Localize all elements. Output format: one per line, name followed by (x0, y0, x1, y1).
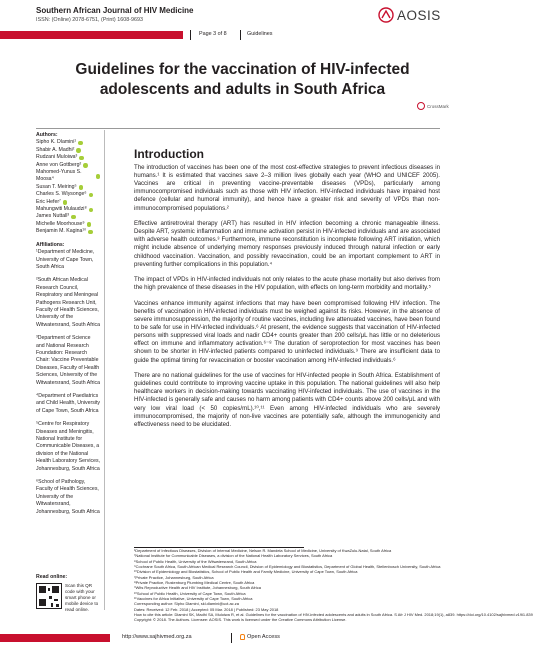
footnote-item: ¹¹Vaccines for Africa Initiative, University of Cape Town, South Africa (134, 596, 253, 602)
orcid-icon[interactable] (63, 200, 68, 205)
affiliation-item: ²South African Medical Research Council, Respiratory and Meningeal Pathogens Research Unit, Faculty of Health Sciences, University of the Witwatersrand, South Africa (36, 277, 101, 328)
crossmark-icon (417, 102, 425, 110)
copyright-note: Copyright: © 2018. The Authors. Licensee: AOSIS. This work is licensed under the Creative Commons Attribution License. (134, 617, 347, 623)
author-item[interactable] (36, 169, 100, 184)
body-paragraph: Vaccines enhance immunity against infections that may have been compromised following HIV infection. The benefits of vaccination in HIV-infected individuals must be weighed against its risks. However, in the absence of severe immunosuppression, the majority of routine vaccines, including live attenuated vaccines, have been found to be safe for use in HIV-infected individuals.⁶ At present, the evidence suggests that vaccination of HIV-infected persons with suppressed viral loads and nadir CD4+ counts greater than 200 cells/μL has little or no deleterious effect on immune and inflammatory activation.⁶⁻⁸ The duration of seroprotection for most vaccines has been shown to be shorter in HIV-infected patients compared to uninfected individuals.⁹ There are insufficient data to guide the optimal timing for revaccination or booster vaccination among HIV-infected individuals.⁶ (134, 299, 440, 364)
author-name: Rudzani Muloiwa³ (36, 154, 78, 161)
footnote-item: ¹⁰School of Public Health, University of Cape Town, South Africa (134, 590, 246, 596)
orcid-icon[interactable] (89, 208, 94, 213)
crossmark-badge[interactable] (417, 102, 449, 110)
journal-url-link[interactable]: http://www.sajhivmed.org.za (122, 634, 192, 640)
author-name: Mahungwiti Mulaudzi⁸ (36, 206, 87, 213)
article-type: Guidelines (247, 31, 273, 37)
body-paragraph: The impact of VPDs in HIV-infected individuals not only relates to the acute phase mortality but also derives from the high prevalence of these diseases in the HIV population, with effects on long-term morbidity and mortality.⁵ (134, 276, 440, 292)
title-rule (36, 128, 440, 129)
orcid-icon[interactable] (71, 215, 76, 220)
footnote-item: ¹Department of Infectious Diseases, Division of Internal Medicine, Nelson R. Mandela School of Medicine, University of KwaZulu-Natal, South Africa (134, 548, 392, 553)
author-item[interactable] (36, 199, 100, 206)
orcid-icon[interactable] (96, 174, 101, 179)
article-title: Guidelines for the vaccination of HIV-infected adolescents and adults in South Africa (75, 61, 410, 98)
aosis-logo-icon (378, 7, 394, 23)
author-name: Susan T. Meiring⁵ (36, 183, 77, 190)
how-to-cite[interactable]: How to cite this article: Dlamini SK, Madhi SA, Muloiwa R, et al. Guidelines for the vaccination of HIV-infected adolescents and adults in South Africa. S Afr J HIV Med. 2018;19(1), a839. https://doi.org/10.4102/sajhivmed.v19i1.839 (134, 612, 533, 618)
page-info-bar (0, 30, 474, 40)
authors-label: Authors: (36, 132, 58, 138)
author-name: Benjamin M. Kagina¹⁰ (36, 228, 87, 235)
page-footer (0, 633, 474, 643)
sidebar (36, 132, 100, 522)
author-name: Anne von Gottberg² (36, 161, 82, 168)
footnote-item: ⁷National Institute for Communicable Diseases, a division of the National Health Laboratory Services, South Africa (134, 553, 333, 559)
author-item[interactable] (36, 206, 100, 213)
journal-issn: ISSN: (Online) 2078-6751, (Print) 1608-9693 (36, 17, 143, 23)
orcid-icon[interactable] (76, 148, 81, 153)
body-paragraph: Effective antiretroviral therapy (ART) has resulted in HIV infection becoming a chronic manageable illness. Despite ART, systemic inflammation and immune activation persist in HIV-infected individuals and are associated with adverse health outcomes.³ Furthermore, immune reconstitution is incomplete following ART initiation, which might include absence of underlying memory responses previously induced through natural infection or early childhood vaccination. Vaccination, and possibly revaccination, could be an important complement to ART in preventing further complications in this population.⁴ (134, 220, 440, 268)
author-item[interactable] (36, 139, 100, 146)
article-dates: Dates: Received: 12 Feb. 2018 | Accepted: 05 Mar. 2018 | Published: 23 May 2018 (134, 606, 279, 612)
author-item[interactable] (36, 154, 100, 161)
open-access-label: Open Access (247, 634, 280, 640)
divider (240, 30, 241, 40)
read-online-text: Scan this QR code with your smart phone or mobile device to read online. (65, 583, 99, 612)
qr-code-icon[interactable] (36, 583, 62, 609)
aosis-logo[interactable] (378, 4, 441, 26)
orcid-icon[interactable] (89, 193, 94, 198)
orcid-icon[interactable] (79, 156, 84, 161)
affiliation-item: ⁵Centre for Respiratory Diseases and Meningitis, National Institute for Communicable Diseases, a division of the National Health Laboratory Services, Johannesburg, South Africa (36, 421, 101, 472)
divider (231, 633, 232, 643)
author-name: Michelle Moorhouse⁹ (36, 220, 85, 227)
body-paragraph: The introduction of vaccines has been one of the most cost-effective strategies to prevent infectious diseases in humans.¹ It is estimated that vaccines save 2–3 million lives globally each year (WHO and UNICEF 2005). Vaccines are critical in preventing vaccine-preventable diseases (VPDs), particularly among immunocompromised individuals such as those with HIV infection. HIV-infected individuals have impaired host defence (cellular and humoral immunity), and hence have a greater risk and severity of VPDs than non-immunocompromised populations.² (134, 164, 440, 212)
corresponding-author[interactable]: Corresponding author: Sipho Dlamini, skl.dlamini@uct.ac.za (134, 601, 239, 607)
author-name: Shabir A. Madhi² (36, 146, 75, 153)
author-item[interactable] (36, 191, 100, 198)
aosis-logo-text: AOSIS (397, 7, 441, 23)
footnote-item: ⁸School of Public Health, University of the Witwatersrand, South Africa (134, 558, 257, 564)
affiliation-item: ⁶School of Pathology, Faculty of Health Sciences, University of the Witwatersrand, Johannesburg, South Africa (36, 479, 100, 515)
author-name: Mahomed-Yunus S. Moosa⁴ (36, 169, 82, 183)
author-item[interactable] (36, 221, 100, 228)
sidebar-divider (104, 130, 105, 610)
author-name: Sipho K. Dlamini¹ (36, 139, 77, 146)
main-body (134, 147, 440, 436)
orcid-icon[interactable] (83, 163, 88, 168)
author-item[interactable] (36, 228, 100, 235)
affiliations-label: Affiliations: (36, 241, 65, 248)
affiliation-item: ⁴Department of Paediatrics and Child Health, University of Cape Town, South Africa (36, 393, 101, 414)
read-online-box (36, 574, 100, 613)
footnote-item: ⁸Private Practice, Rustenburg Plumbing Medical Centre, South Africa (134, 580, 255, 586)
page-number: Page 3 of 8 (199, 31, 227, 37)
section-heading-introduction: Introduction (134, 147, 204, 161)
orcid-icon[interactable] (87, 222, 92, 227)
accent-bar (0, 31, 183, 39)
author-item[interactable] (36, 184, 100, 191)
divider (190, 30, 191, 40)
author-item[interactable] (36, 147, 100, 154)
crossmark-label: CrossMark (427, 103, 449, 109)
footnote-item: ⁷Private Practice, Johannesburg, South Africa (134, 574, 214, 580)
author-name: Charles S. Wiysonge⁶ (36, 191, 87, 198)
read-online-label: Read online: (36, 574, 68, 580)
author-name: Eric Hefer⁷ (36, 198, 61, 205)
author-item[interactable] (36, 213, 100, 220)
footnote-item: ⁹Cochrane South Africa, South African Medical Research Council, Division of Epidemiology and Biostatistics, Department of Global Health, Stellenbosch University, South Africa (134, 564, 441, 570)
body-paragraph: There are no national guidelines for the use of vaccines for HIV-infected people in South Africa. Establishment of guidelines could contribute to improving vaccine uptake in this population. The national guidelines will also help healthcare workers in decision-making towards vaccinating HIV-infected individuals. The use of vaccines in the HIV-infected is generally safe and causes no harm among patients with CD4+ counts above 200 cells/μL and with very low viral load (< 50 copies/mL).¹⁰,¹¹ Even among HIV-infected individuals who are severely immunocompromised, the majority of non-live vaccines are potentially safe, although the immunogenicity and effectiveness need to be elucidated. (134, 372, 440, 428)
orcid-icon[interactable] (78, 141, 83, 146)
affiliation-item: ¹Department of Medicine, University of Cape Town, South Africa (36, 249, 95, 270)
orcid-icon[interactable] (88, 230, 93, 235)
orcid-icon[interactable] (79, 185, 84, 190)
open-access-icon (240, 634, 245, 640)
footnote-item: ¹⁰Division of Epidemiology and Biostatistics, School of Public Health and Family Medicine, University of Cape Town, South Africa (134, 569, 358, 575)
author-item[interactable] (36, 162, 100, 169)
open-access-badge[interactable] (240, 634, 280, 640)
author-list (36, 139, 100, 235)
affiliation-item: ³Department of Science and National Research Foundation: Research Chair: Vaccine Preventable Diseases, Faculty of Health Sciences, University of the Witwatersrand, South Africa (36, 335, 101, 386)
journal-name: Southern African Journal of HIV Medicine (36, 6, 194, 15)
footnote-item: ⁹Wits Reproductive Health and HIV Institute, Johannesburg, South Africa (134, 585, 261, 591)
author-name: James Nuttall³ (36, 213, 70, 220)
accent-bar (0, 634, 110, 642)
footnotes (134, 548, 533, 623)
